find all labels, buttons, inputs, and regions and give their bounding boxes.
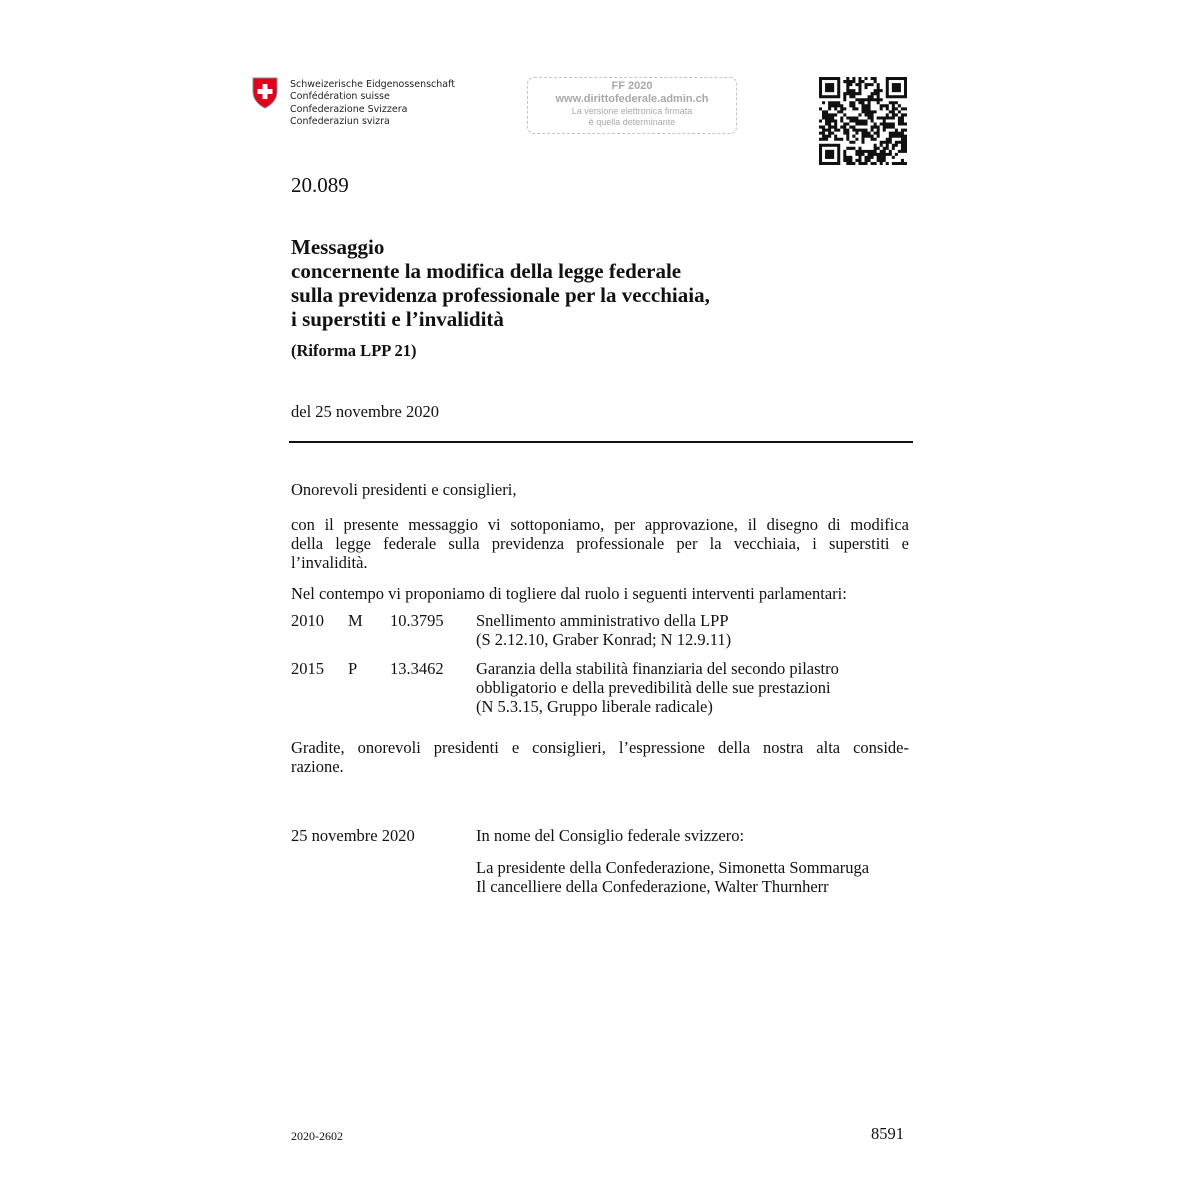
description-line: (S 2.12.10, Graber Konrad; N 12.9.11) (476, 630, 732, 649)
paragraph-line: con il presente messaggio vi sottoponiamo, per approvazione, il disegno di modifica (291, 515, 909, 534)
stamp-collection: FF 2020 (611, 80, 653, 92)
intervention-row (291, 659, 911, 721)
confederation-name: Confederaziun svizra (290, 116, 390, 128)
signatories (476, 858, 869, 896)
document-date: del 25 novembre 2020 (291, 402, 440, 421)
salutation: Onorevoli presidenti e consiglieri, (291, 480, 517, 499)
intervention-type: P (348, 659, 358, 678)
intervention-year: 2015 (291, 659, 324, 678)
intervention-year: 2010 (291, 611, 324, 630)
intervention-number: 13.3462 (390, 659, 444, 678)
intervention-type: M (348, 611, 363, 630)
stamp-url: www.dirittofederale.admin.ch (555, 93, 709, 105)
title-line: Messaggio (291, 235, 385, 259)
title-line: sulla previdenza professionale per la vecchiaia, (291, 283, 710, 307)
signatory-line: Il cancelliere della Confederazione, Walter Thurnherr (476, 877, 829, 896)
confederation-name: Confédération suisse (290, 91, 390, 103)
description-line: Garanzia della stabilità finanziaria del secondo pilastro (476, 659, 839, 678)
paragraph-line: Gradite, onorevoli presidenti e consiglieri, l’espressione della nostra alta conside- (291, 738, 909, 757)
interventions-intro: Nel contempo vi proponiamo di togliere dal ruolo i seguenti interventi parlamentari: (291, 584, 847, 603)
intervention-description (476, 659, 896, 716)
paragraph-line: l’invalidità. (291, 553, 368, 572)
swiss-cross-icon (252, 77, 278, 109)
footer-reference: 2020-2602 (291, 1129, 343, 1143)
intervention-description (476, 611, 896, 649)
closing-paragraph (291, 738, 909, 776)
introduction-paragraph (291, 515, 909, 572)
description-line: (N 5.3.15, Gruppo liberale radicale) (476, 697, 713, 716)
paragraph-line: razione. (291, 757, 344, 776)
confederation-name: Confederazione Svizzera (290, 103, 408, 115)
confederation-name: Schweizerische Eidgenossenschaft (290, 79, 456, 90)
title-line: concernente la modifica della legge federale (291, 259, 682, 283)
official-publication-stamp (527, 77, 737, 134)
header-divider (289, 441, 913, 443)
confederation-names (290, 79, 455, 129)
document-subtitle: (Riforma LPP 21) (291, 341, 417, 360)
intervention-row (291, 611, 911, 655)
intervention-number: 10.3795 (390, 611, 444, 630)
document-number: 20.089 (291, 173, 349, 197)
title-line: i superstiti e l’invalidità (291, 307, 504, 331)
signatory-line: La presidente della Confederazione, Simonetta Sommaruga (476, 858, 870, 877)
document-title (291, 235, 710, 331)
qr-code-icon (819, 77, 907, 165)
signature-date: 25 novembre 2020 (291, 826, 415, 845)
signature-intro: In nome del Consiglio federale svizzero: (476, 826, 745, 845)
description-line: obbligatorio e della prevedibilità delle sue prestazioni (476, 678, 831, 697)
page-number: 8591 (871, 1124, 904, 1143)
stamp-note: La versione elettronica firmata (571, 106, 693, 116)
description-line: Snellimento amministrativo della LPP (476, 611, 729, 630)
stamp-note: è quella determinante (588, 117, 676, 127)
paragraph-line: della legge federale sulla previdenza professionale per la vecchiaia, i superstiti e (291, 534, 909, 553)
